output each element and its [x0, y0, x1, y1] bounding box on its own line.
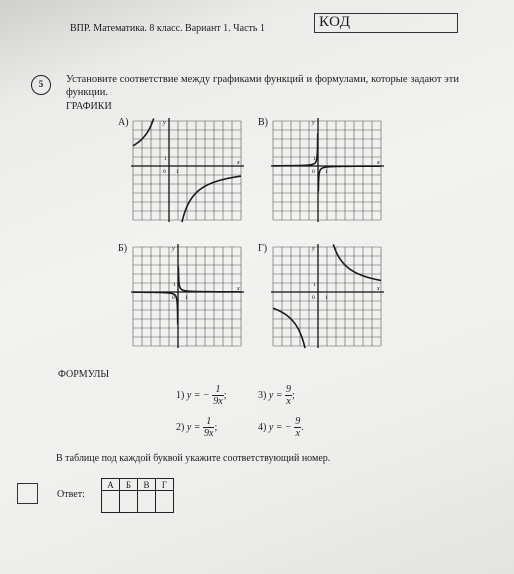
x-axis-label: x [237, 286, 240, 292]
y-unit-label: 1 [313, 282, 316, 288]
y-unit-label: 1 [313, 156, 316, 162]
formulas-title: ФОРМУЛЫ [58, 369, 110, 380]
formula-numerator: 1 [212, 384, 223, 396]
answer-label: Ответ: [57, 489, 85, 500]
hyperbola-branch-2 [178, 266, 241, 291]
graph-a [128, 116, 250, 228]
origin-label: 0 [163, 169, 166, 175]
formula-fraction [212, 384, 223, 407]
hyperbola-branch-1 [133, 292, 178, 324]
table-instruction: В таблице под каждой буквой укажите соответствующий номер. [56, 453, 331, 464]
origin-label: 0 [312, 169, 315, 175]
formula-index: 1) [176, 389, 185, 401]
origin-label: 0 [312, 295, 315, 301]
formula-end: ; [214, 421, 218, 433]
graph-label-v: В) [258, 117, 268, 128]
formula-fraction [203, 416, 214, 439]
code-label: КОД [319, 14, 351, 30]
formula-2 [176, 416, 217, 439]
code-box[interactable] [314, 13, 458, 33]
x-axis-label: x [377, 160, 380, 166]
graph-v [268, 116, 390, 228]
answer-cell-b[interactable] [120, 491, 138, 513]
formula-numerator: 9 [295, 416, 301, 427]
y-axis-label: y [172, 246, 175, 252]
hyperbola-branch-2 [333, 244, 381, 280]
y-axis-label: y [312, 246, 315, 252]
graph-label-g: Г) [258, 243, 268, 254]
task-instruction: Установите соответствие между графиками функций и формулами, которые задают эти функции. [66, 74, 459, 98]
graph-label-a: А) [118, 117, 129, 128]
formula-3 [258, 384, 295, 407]
formula-index: 3) [258, 389, 267, 401]
hyperbola-branch-1 [133, 119, 154, 146]
formula-end: ; [223, 389, 227, 401]
formula-end: . [301, 421, 304, 433]
formula-denominator: 9x [213, 396, 223, 407]
formula-denominator: x [295, 428, 300, 439]
formula-lhs: y = [186, 421, 201, 433]
formula-denominator: x [286, 396, 291, 407]
answer-cell-a[interactable] [102, 491, 120, 513]
formula-denominator: 9x [204, 428, 214, 439]
formula-index: 4) [258, 421, 267, 433]
graphs-title: ГРАФИКИ [66, 101, 112, 112]
origin-label: 0 [172, 295, 175, 301]
x-axis-label: x [377, 286, 380, 292]
y-unit-label: 1 [164, 156, 167, 162]
formula-1 [176, 384, 227, 407]
graph-g [268, 242, 390, 354]
formula-numerator: 1 [203, 416, 214, 428]
answer-cell-g[interactable] [156, 491, 174, 513]
formula-fraction [285, 384, 292, 407]
graph-b [128, 242, 250, 354]
graph-label-b: Б) [118, 243, 128, 254]
y-unit-label: 1 [173, 282, 176, 288]
formula-lhs: y = − [268, 421, 292, 433]
answer-cell-v[interactable] [138, 491, 156, 513]
answer-column-b: Б [120, 479, 138, 491]
hyperbola-branch-1 [273, 134, 318, 166]
worksheet-header: ВПР. Математика. 8 класс. Вариант 1. Часть 1 [70, 23, 265, 34]
x-unit-label: 1 [176, 169, 179, 175]
answer-column-g: Г [156, 479, 174, 491]
formula-numerator: 9 [286, 384, 292, 395]
task-number: 5 [31, 75, 51, 95]
x-unit-label: 1 [325, 295, 328, 301]
formula-index: 2) [176, 421, 185, 433]
formula-4 [258, 416, 304, 439]
score-box [17, 483, 38, 504]
x-unit-label: 1 [325, 169, 328, 175]
y-axis-label: y [312, 120, 315, 126]
x-axis-label: x [237, 160, 240, 166]
answer-column-v: В [138, 479, 156, 491]
formula-lhs: y = [268, 389, 283, 401]
formula-end: ; [292, 389, 295, 401]
formula-lhs: y = − [186, 389, 210, 401]
answer-column-a: А [102, 479, 120, 491]
answer-table [101, 478, 174, 513]
x-unit-label: 1 [185, 295, 188, 301]
y-axis-label: y [163, 120, 166, 126]
